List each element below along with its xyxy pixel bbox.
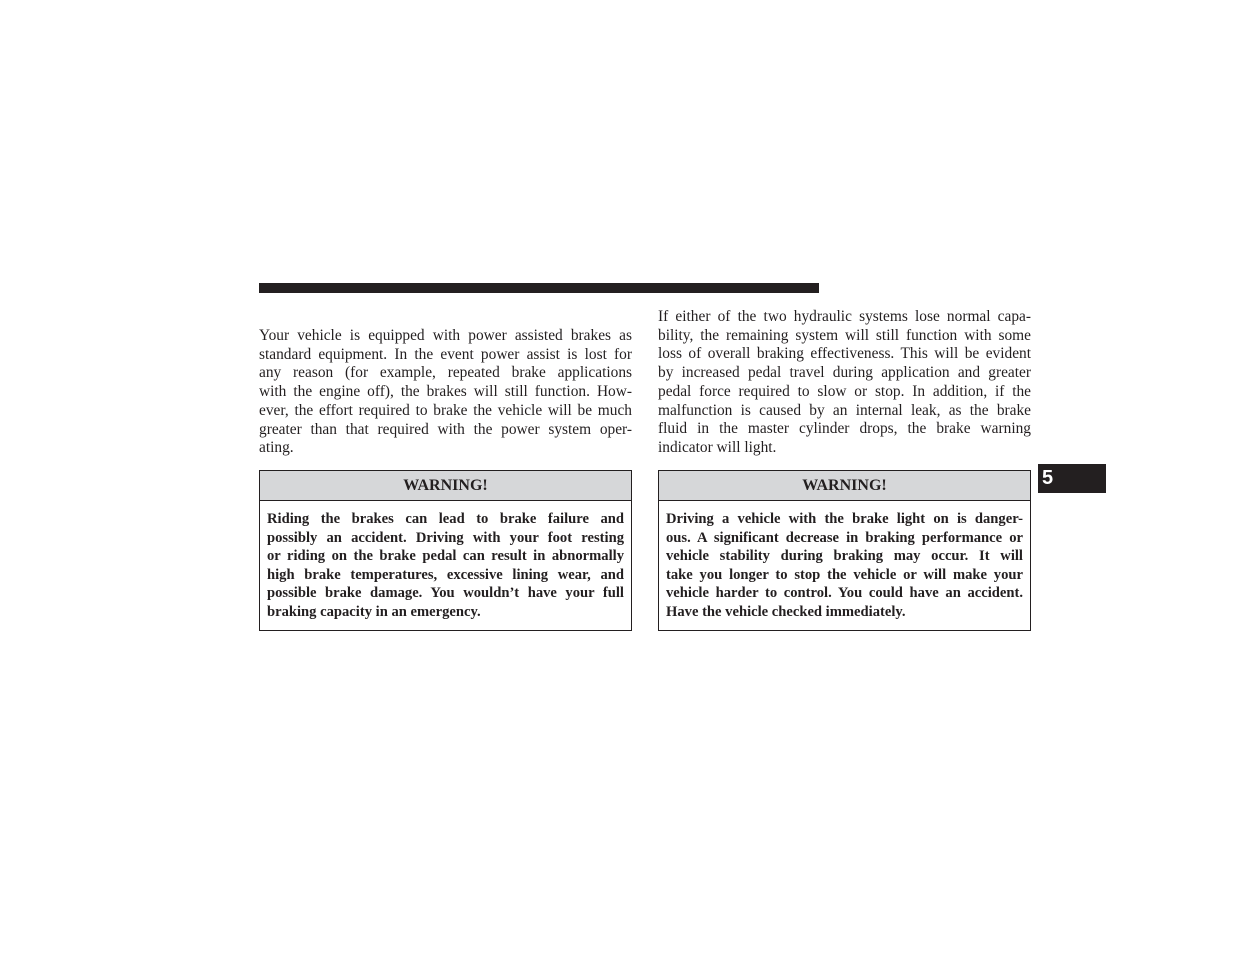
paragraph-line: greater than that required with the power system oper- bbox=[259, 420, 632, 438]
warning-text bbox=[260, 501, 631, 622]
paragraph-line: by increased pedal travel during application and greater bbox=[658, 364, 1031, 382]
hydraulic-systems-paragraph bbox=[658, 308, 1031, 458]
section-header-rule bbox=[259, 283, 819, 293]
warning-line: ous. A significant decrease in braking performance or bbox=[666, 529, 1023, 546]
warning-text bbox=[659, 501, 1030, 622]
warning-line: braking capacity in an emergency. bbox=[267, 603, 481, 620]
paragraph-line: with the engine off), the brakes will still function. How- bbox=[259, 383, 632, 401]
chapter-tab bbox=[1038, 464, 1106, 493]
right-column bbox=[658, 308, 1031, 458]
paragraph-line: fluid in the master cylinder drops, the brake warning bbox=[658, 420, 1031, 438]
paragraph-line: Your vehicle is equipped with power assisted brakes as bbox=[259, 327, 632, 344]
warning-line: take you longer to stop the vehicle or will make your bbox=[666, 566, 1023, 583]
paragraph-line: bility, the remaining system will still function with some bbox=[658, 326, 1031, 344]
paragraph-line: malfunction is caused by an internal leak, as the brake bbox=[658, 401, 1031, 419]
warning-line: or riding on the brake pedal can result in abnormally bbox=[267, 548, 624, 565]
warning-line: Have the vehicle checked immediately. bbox=[666, 603, 906, 620]
chapter-number: 5 bbox=[1042, 467, 1054, 489]
warning-line: Riding the brakes can lead to brake failure and bbox=[267, 511, 624, 527]
paragraph-line: loss of overall braking effectiveness. This will be evident bbox=[658, 345, 1031, 363]
paragraph-line: ating. bbox=[259, 439, 294, 457]
warning-line: vehicle harder to control. You could have an accident. bbox=[666, 585, 1023, 602]
power-brakes-paragraph bbox=[259, 327, 632, 458]
paragraph-line: ever, the effort required to brake the vehicle will be much bbox=[259, 401, 632, 419]
warning-box-riding-brakes bbox=[259, 470, 632, 631]
warning-line: Driving a vehicle with the brake light on is danger- bbox=[666, 511, 1023, 527]
warning-line: possible brake damage. You wouldn’t have your full bbox=[267, 585, 624, 602]
warning-title: WARNING! bbox=[260, 471, 631, 501]
paragraph-line: indicator will light. bbox=[658, 438, 777, 456]
paragraph-line: If either of the two hydraulic systems lose normal capa- bbox=[658, 308, 1031, 325]
warning-box-brake-light bbox=[658, 470, 1031, 631]
paragraph-line: pedal force required to slow or stop. In addition, if the bbox=[658, 382, 1031, 400]
left-column bbox=[259, 327, 632, 458]
warning-line: vehicle stability during braking may occur. It will bbox=[666, 548, 1023, 565]
paragraph-line: standard equipment. In the event power assist is lost for bbox=[259, 345, 632, 363]
warning-line: possibly an accident. Driving with your foot resting bbox=[267, 529, 624, 546]
warning-line: high brake temperatures, excessive lining wear, and bbox=[267, 566, 624, 583]
paragraph-line: any reason (for example, repeated brake applications bbox=[259, 364, 632, 382]
warning-title: WARNING! bbox=[659, 471, 1030, 501]
